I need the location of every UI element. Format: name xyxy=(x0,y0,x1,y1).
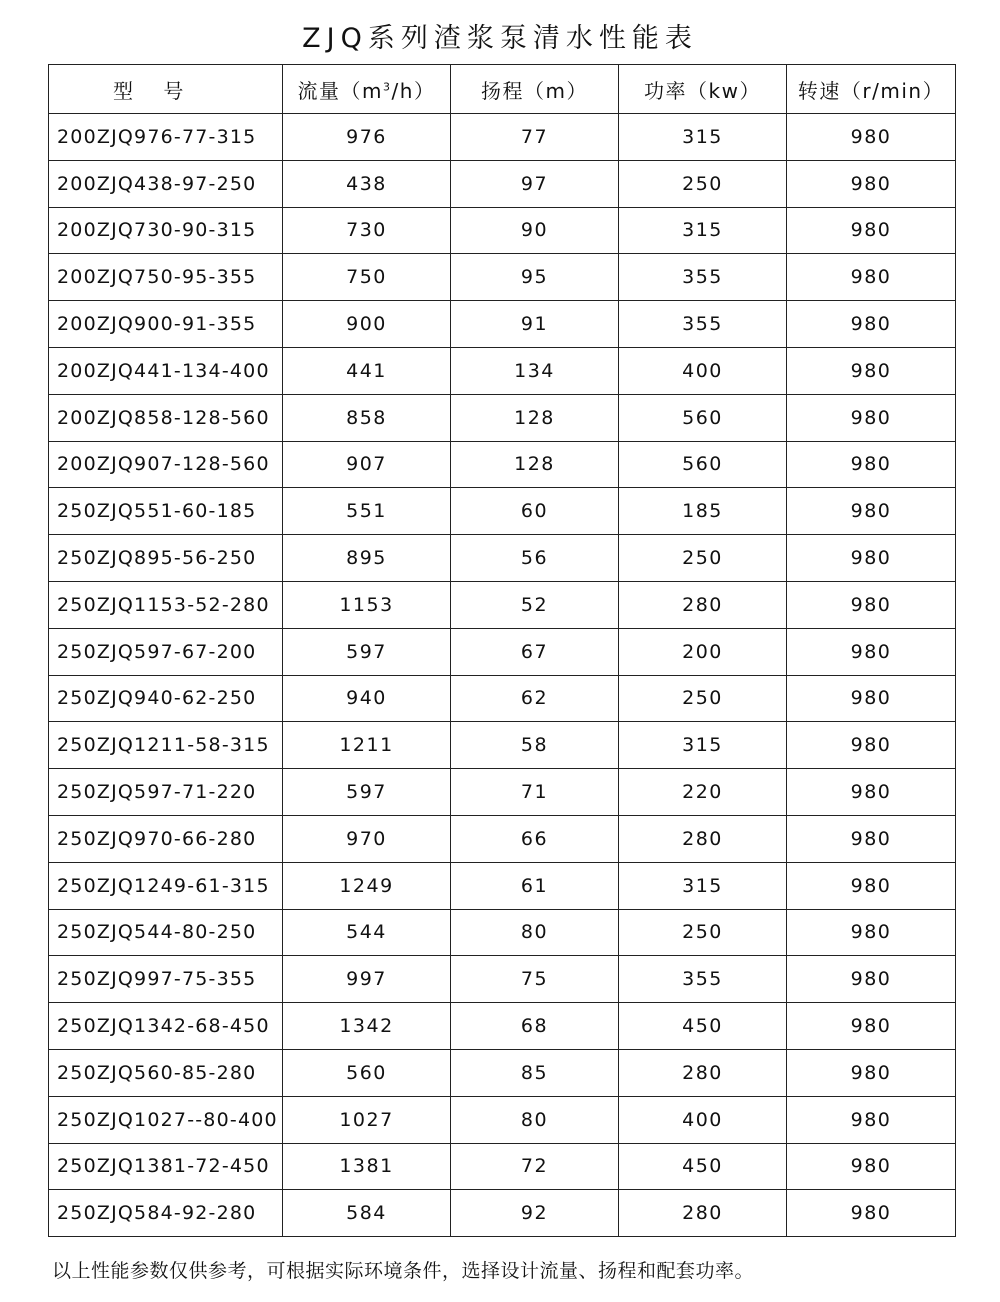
cell-model: 250ZJQ970-66-280 xyxy=(49,815,283,862)
cell-speed: 980 xyxy=(787,347,956,394)
cell-flow: 1249 xyxy=(283,862,451,909)
cell-flow: 976 xyxy=(283,114,451,161)
cell-head: 92 xyxy=(451,1190,619,1237)
table-row xyxy=(49,114,956,161)
cell-speed: 980 xyxy=(787,1190,956,1237)
cell-speed: 980 xyxy=(787,207,956,254)
cell-model: 250ZJQ1211-58-315 xyxy=(49,722,283,769)
table-body xyxy=(49,114,956,1237)
cell-speed: 980 xyxy=(787,394,956,441)
cell-speed: 980 xyxy=(787,909,956,956)
cell-power: 450 xyxy=(619,1143,787,1190)
cell-model: 200ZJQ858-128-560 xyxy=(49,394,283,441)
cell-flow: 895 xyxy=(283,535,451,582)
cell-flow: 940 xyxy=(283,675,451,722)
cell-speed: 980 xyxy=(787,254,956,301)
cell-head: 77 xyxy=(451,114,619,161)
cell-power: 250 xyxy=(619,160,787,207)
cell-flow: 560 xyxy=(283,1049,451,1096)
cell-head: 95 xyxy=(451,254,619,301)
cell-model: 200ZJQ907-128-560 xyxy=(49,441,283,488)
table-row xyxy=(49,1049,956,1096)
cell-flow: 597 xyxy=(283,628,451,675)
cell-flow: 1153 xyxy=(283,581,451,628)
cell-speed: 980 xyxy=(787,956,956,1003)
header-model: 型 号 xyxy=(49,65,283,114)
cell-power: 220 xyxy=(619,769,787,816)
cell-model: 200ZJQ750-95-355 xyxy=(49,254,283,301)
cell-model: 200ZJQ900-91-355 xyxy=(49,301,283,348)
cell-power: 250 xyxy=(619,675,787,722)
cell-head: 80 xyxy=(451,909,619,956)
cell-model: 200ZJQ438-97-250 xyxy=(49,160,283,207)
cell-flow: 750 xyxy=(283,254,451,301)
cell-speed: 980 xyxy=(787,1143,956,1190)
table-row xyxy=(49,347,956,394)
header-flow-prefix: 流量（m xyxy=(297,78,384,103)
cell-power: 250 xyxy=(619,909,787,956)
cell-speed: 980 xyxy=(787,488,956,535)
cell-model: 250ZJQ1249-61-315 xyxy=(49,862,283,909)
cell-power: 280 xyxy=(619,581,787,628)
cell-head: 56 xyxy=(451,535,619,582)
table-row xyxy=(49,628,956,675)
cell-model: 200ZJQ441-134-400 xyxy=(49,347,283,394)
cell-head: 67 xyxy=(451,628,619,675)
cell-head: 68 xyxy=(451,1003,619,1050)
cell-power: 355 xyxy=(619,254,787,301)
cell-flow: 970 xyxy=(283,815,451,862)
cell-speed: 980 xyxy=(787,769,956,816)
cell-power: 450 xyxy=(619,1003,787,1050)
table-row xyxy=(49,1143,956,1190)
cell-head: 90 xyxy=(451,207,619,254)
cell-flow: 997 xyxy=(283,956,451,1003)
cell-power: 280 xyxy=(619,1190,787,1237)
cell-flow: 438 xyxy=(283,160,451,207)
cell-flow: 544 xyxy=(283,909,451,956)
table-row xyxy=(49,862,956,909)
table-row xyxy=(49,301,956,348)
cell-speed: 980 xyxy=(787,1049,956,1096)
cell-speed: 980 xyxy=(787,441,956,488)
cell-speed: 980 xyxy=(787,628,956,675)
header-head: 扬程（m） xyxy=(451,65,619,114)
cell-flow: 551 xyxy=(283,488,451,535)
cell-speed: 980 xyxy=(787,1003,956,1050)
cell-speed: 980 xyxy=(787,114,956,161)
cell-speed: 980 xyxy=(787,815,956,862)
cell-power: 560 xyxy=(619,394,787,441)
cell-power: 560 xyxy=(619,441,787,488)
cell-head: 52 xyxy=(451,581,619,628)
cell-speed: 980 xyxy=(787,581,956,628)
cell-head: 66 xyxy=(451,815,619,862)
cell-model: 250ZJQ940-62-250 xyxy=(49,675,283,722)
cell-model: 250ZJQ1027--80-400 xyxy=(49,1096,283,1143)
cell-power: 280 xyxy=(619,815,787,862)
header-flow-sup: 3 xyxy=(383,79,392,93)
cell-speed: 980 xyxy=(787,1096,956,1143)
cell-model: 250ZJQ584-92-280 xyxy=(49,1190,283,1237)
cell-power: 355 xyxy=(619,301,787,348)
table-row xyxy=(49,254,956,301)
cell-speed: 980 xyxy=(787,160,956,207)
cell-power: 250 xyxy=(619,535,787,582)
cell-speed: 980 xyxy=(787,301,956,348)
cell-model: 250ZJQ597-67-200 xyxy=(49,628,283,675)
cell-power: 355 xyxy=(619,956,787,1003)
table-row xyxy=(49,769,956,816)
table-header-row xyxy=(49,65,956,114)
cell-power: 185 xyxy=(619,488,787,535)
cell-model: 250ZJQ551-60-185 xyxy=(49,488,283,535)
cell-speed: 980 xyxy=(787,535,956,582)
table-row xyxy=(49,1096,956,1143)
cell-power: 315 xyxy=(619,862,787,909)
cell-power: 400 xyxy=(619,1096,787,1143)
footnote: 以上性能参数仅供参考，可根据实际环境条件，选择设计流量、扬程和配套功率。 xyxy=(52,1260,755,1282)
table-row xyxy=(49,160,956,207)
table-row xyxy=(49,535,956,582)
cell-model: 250ZJQ1153-52-280 xyxy=(49,581,283,628)
cell-speed: 980 xyxy=(787,862,956,909)
cell-head: 97 xyxy=(451,160,619,207)
cell-model: 250ZJQ560-85-280 xyxy=(49,1049,283,1096)
cell-flow: 597 xyxy=(283,769,451,816)
cell-speed: 980 xyxy=(787,675,956,722)
cell-model: 250ZJQ1342-68-450 xyxy=(49,1003,283,1050)
header-flow xyxy=(283,65,451,114)
cell-flow: 730 xyxy=(283,207,451,254)
cell-model: 250ZJQ1381-72-450 xyxy=(49,1143,283,1190)
table-row xyxy=(49,488,956,535)
performance-table xyxy=(48,64,956,1237)
page-title: ZJQ系列渣浆泵清水性能表 xyxy=(302,23,698,54)
cell-flow: 900 xyxy=(283,301,451,348)
cell-power: 315 xyxy=(619,722,787,769)
cell-head: 62 xyxy=(451,675,619,722)
cell-head: 71 xyxy=(451,769,619,816)
table-row xyxy=(49,1003,956,1050)
header-flow-suffix: /h） xyxy=(391,78,436,103)
cell-head: 128 xyxy=(451,441,619,488)
cell-model: 250ZJQ895-56-250 xyxy=(49,535,283,582)
cell-head: 80 xyxy=(451,1096,619,1143)
table-row xyxy=(49,956,956,1003)
cell-head: 60 xyxy=(451,488,619,535)
cell-speed: 980 xyxy=(787,722,956,769)
header-power: 功率（kw） xyxy=(619,65,787,114)
cell-flow: 1342 xyxy=(283,1003,451,1050)
table-row xyxy=(49,394,956,441)
cell-flow: 441 xyxy=(283,347,451,394)
cell-head: 85 xyxy=(451,1049,619,1096)
table-row xyxy=(49,722,956,769)
cell-model: 200ZJQ730-90-315 xyxy=(49,207,283,254)
cell-power: 200 xyxy=(619,628,787,675)
cell-head: 58 xyxy=(451,722,619,769)
cell-flow: 1381 xyxy=(283,1143,451,1190)
cell-power: 280 xyxy=(619,1049,787,1096)
cell-flow: 907 xyxy=(283,441,451,488)
cell-head: 134 xyxy=(451,347,619,394)
cell-flow: 1211 xyxy=(283,722,451,769)
cell-flow: 1027 xyxy=(283,1096,451,1143)
table-row xyxy=(49,909,956,956)
table-row xyxy=(49,441,956,488)
table-row xyxy=(49,815,956,862)
cell-power: 315 xyxy=(619,207,787,254)
cell-model: 200ZJQ976-77-315 xyxy=(49,114,283,161)
cell-head: 61 xyxy=(451,862,619,909)
cell-flow: 858 xyxy=(283,394,451,441)
cell-head: 72 xyxy=(451,1143,619,1190)
cell-flow: 584 xyxy=(283,1190,451,1237)
table-row xyxy=(49,207,956,254)
header-speed: 转速（r/min） xyxy=(787,65,956,114)
cell-power: 400 xyxy=(619,347,787,394)
cell-power: 315 xyxy=(619,114,787,161)
cell-model: 250ZJQ997-75-355 xyxy=(49,956,283,1003)
cell-head: 91 xyxy=(451,301,619,348)
cell-head: 128 xyxy=(451,394,619,441)
cell-model: 250ZJQ597-71-220 xyxy=(49,769,283,816)
table-row xyxy=(49,675,956,722)
cell-model: 250ZJQ544-80-250 xyxy=(49,909,283,956)
table-row xyxy=(49,581,956,628)
table-row xyxy=(49,1190,956,1237)
cell-head: 75 xyxy=(451,956,619,1003)
